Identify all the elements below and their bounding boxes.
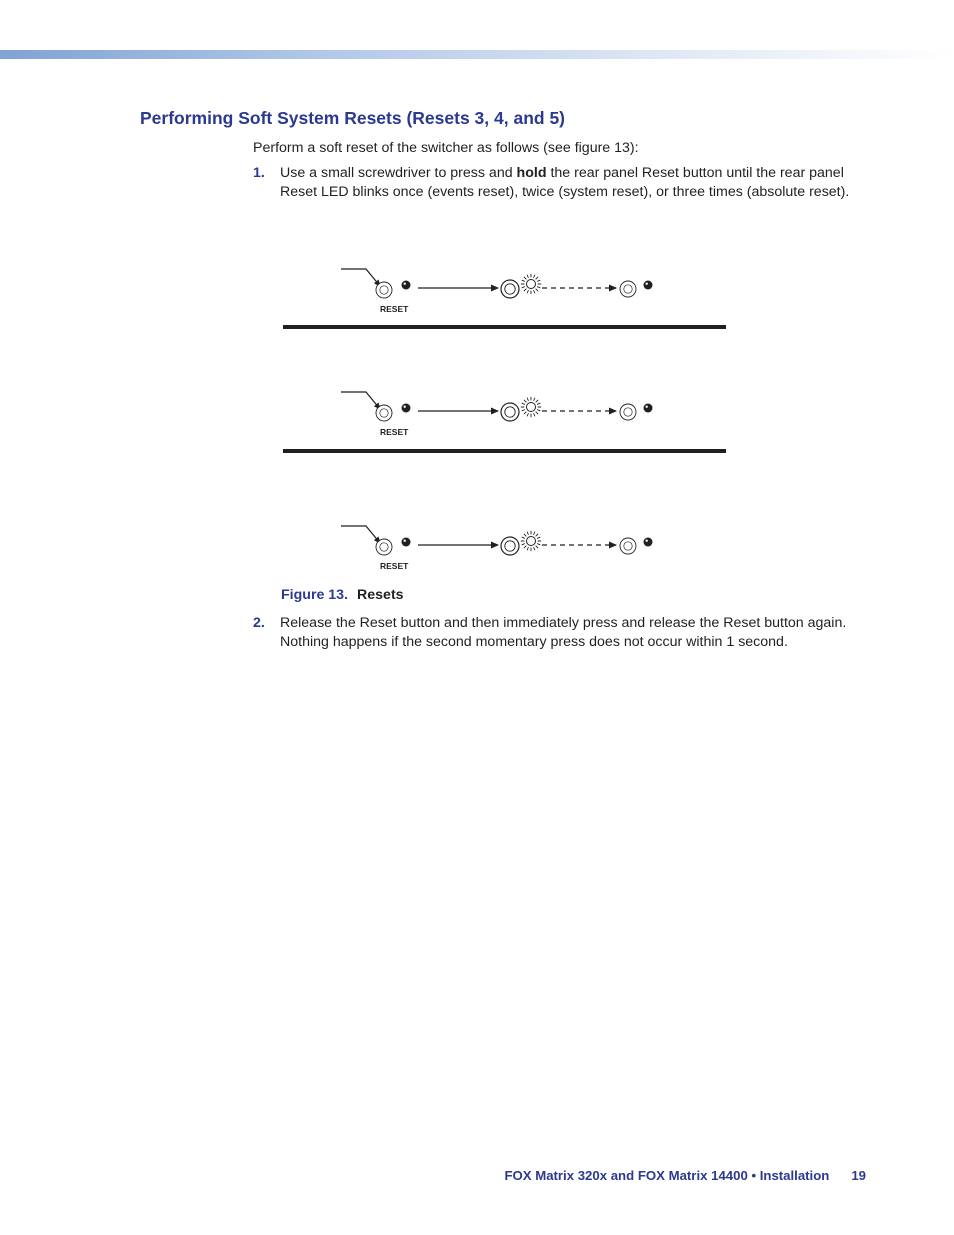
bold-hold: hold [516, 165, 547, 181]
panel-divider [283, 325, 726, 329]
section-heading: Performing Soft System Resets (Resets 3, 4, and 5) [140, 108, 565, 128]
reset-label: RESET [380, 427, 409, 437]
figure-caption [281, 587, 404, 603]
step-text: Release the Reset button and then immediately press and release the Reset button again. Nothing happens if the second momentary press does not occur within 1 second. [280, 615, 847, 650]
step-number: 2. [253, 615, 265, 631]
resets-figure [0, 0, 954, 600]
step-2 [253, 614, 873, 651]
page-footer [504, 1168, 866, 1183]
reset-panel-1 [341, 269, 653, 314]
intro-paragraph: Perform a soft reset of the switcher as follows (see figure 13): [253, 140, 639, 156]
reset-label: RESET [380, 561, 409, 571]
step-text: Use a small screwdriver to press and hold the rear panel Reset button until the rear panel Reset LED blinks once (events reset), twice (system reset), or three times (absolute reset). [280, 165, 850, 200]
reset-label: RESET [380, 304, 409, 314]
figure-title: Resets [357, 587, 404, 603]
reset-panel-2 [341, 392, 653, 437]
figure-label: Figure 13. [281, 587, 349, 603]
panel-divider [283, 449, 726, 453]
page-number: 19 [851, 1168, 866, 1183]
footer-text: FOX Matrix 320x and FOX Matrix 14400 • Installation [504, 1168, 830, 1183]
step-number: 1. [253, 165, 265, 181]
reset-panel-3 [341, 526, 653, 571]
